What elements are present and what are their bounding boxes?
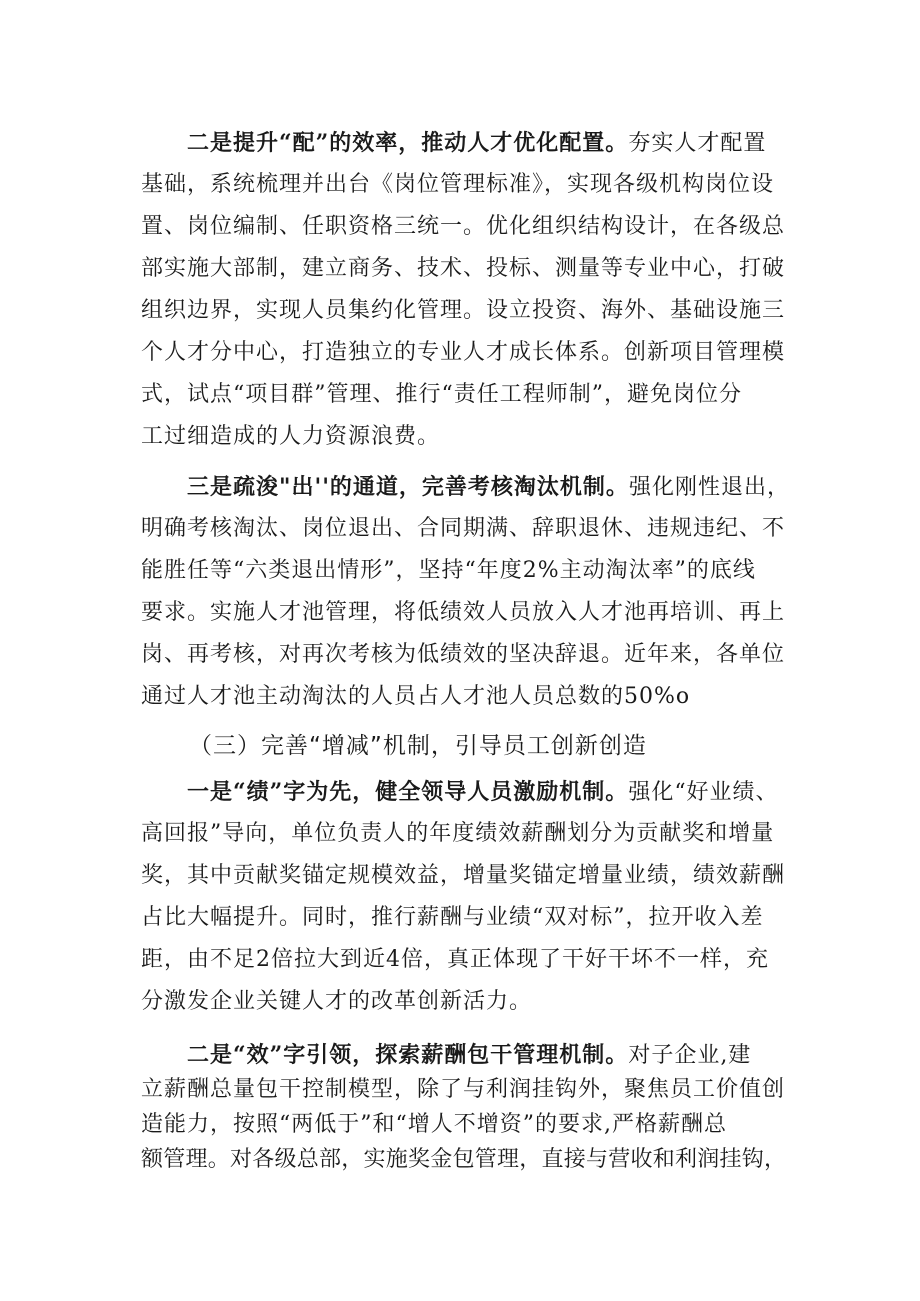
line-text: 通过人才池主动淘汰的人员占人才池人员总数的50%o (141, 684, 691, 709)
paragraph-line (141, 514, 785, 544)
paragraph-line (141, 1110, 727, 1140)
line-text: 能胜任等“六类退出情形”，坚持“年度2%主动淘汰率”的底线 (141, 558, 756, 583)
line-text: 分激发企业关键人才的改革创新活力。 (141, 989, 533, 1014)
paragraph-line (187, 777, 779, 808)
line-text: 个人才分中心，打造独立的专业人才成长体系。创新项目管理模 (141, 340, 786, 365)
line-text: 工过细造成的人力资源浪费。 (141, 424, 441, 449)
line-text: 式，试点“项目群”管理、推行“责任工程师制”，避免岗位分 (141, 382, 742, 407)
line-text: 部实施大部制，建立商务、技术、投标、测量等专业中心，打破 (141, 256, 786, 281)
line-text: 占比大幅提升。同时，推行薪酬与业绩“双对标”，拉开收入差 (141, 905, 764, 930)
paragraph-line (141, 170, 774, 200)
line-text: 夯实人才配置 (628, 131, 767, 156)
paragraph-line (141, 819, 774, 849)
paragraph-line (141, 338, 785, 368)
line-text: 基础，系统梳理并出台《岗位管理标准》，实现各级机构岗位设 (141, 172, 775, 197)
heading-text: （三）完善“增减”机制，引导员工创新创造 (189, 733, 647, 759)
section-heading (189, 731, 647, 761)
paragraph-line (141, 861, 785, 891)
line-text: 要求。实施人才池管理，将低绩效人员放入人才池再培训、再上 (141, 600, 786, 625)
paragraph-line (187, 128, 766, 159)
line-text: 额管理。对各级总部，实施奖金包管理，直接与营收和利润挂钩， (141, 1147, 787, 1172)
paragraph-line (141, 380, 742, 410)
bold-lead: 三是疏浚"出''的通道，完善考核淘汰机制。 (187, 474, 629, 500)
line-text: 强化“好业绩、 (628, 780, 779, 805)
line-text: 奖，其中贡献奖锚定规模效益，增量奖锚定增量业绩，绩效薪酬 (141, 863, 786, 888)
paragraph-line (141, 1075, 785, 1105)
paragraph-line (141, 987, 532, 1017)
paragraph-line (141, 1145, 786, 1175)
paragraph-line (141, 903, 764, 933)
paragraph-line (141, 254, 785, 284)
line-text: 强化刚性退出， (628, 475, 790, 500)
line-text: 置、岗位编制、任职资格三统一。优化组织结构设计，在各级总 (141, 214, 786, 239)
paragraph-line (187, 472, 790, 503)
line-text: 距，由不足2倍拉大到近4倍，真正体现了干好干坏不一样，充 (141, 947, 769, 972)
line-text: 组织边界，实现人员集约化管理。设立投资、海外、基础设施三 (141, 298, 786, 323)
line-text: 高回报”导向，单位负责人的年度绩效薪酬划分为贡献奖和增量 (141, 821, 775, 846)
line-text: 对子企业,建 (628, 1043, 752, 1068)
paragraph-line (141, 945, 769, 975)
line-text: 造能力，按照“两低于”和“增人不增资”的要求,严格薪酬总 (141, 1112, 727, 1137)
bold-lead: 二是“效”字引领，探索薪酬包干管理机制。 (187, 1042, 629, 1068)
paragraph-line (141, 422, 440, 452)
line-text: 岗、再考核，对再次考核为低绩效的坚决辞退。近年来，各单位 (141, 642, 786, 667)
paragraph-line (141, 296, 785, 326)
paragraph-line (187, 1040, 751, 1071)
line-text: 明确考核淘汰、岗位退出、合同期满、辞职退休、违规违纪、不 (141, 516, 786, 541)
paragraph-line (141, 640, 785, 670)
bold-lead: 二是提升“配”的效率，推动人才优化配置。 (187, 130, 629, 156)
bold-lead: 一是“绩”字为先，健全领导人员激励机制。 (187, 779, 629, 805)
paragraph-line (141, 556, 756, 586)
paragraph-line (141, 212, 785, 242)
paragraph-line (141, 682, 690, 712)
paragraph-line (141, 598, 785, 628)
line-text: 立薪酬总量包干控制模型，除了与利润挂钩外，聚焦员工价值创 (141, 1077, 786, 1102)
